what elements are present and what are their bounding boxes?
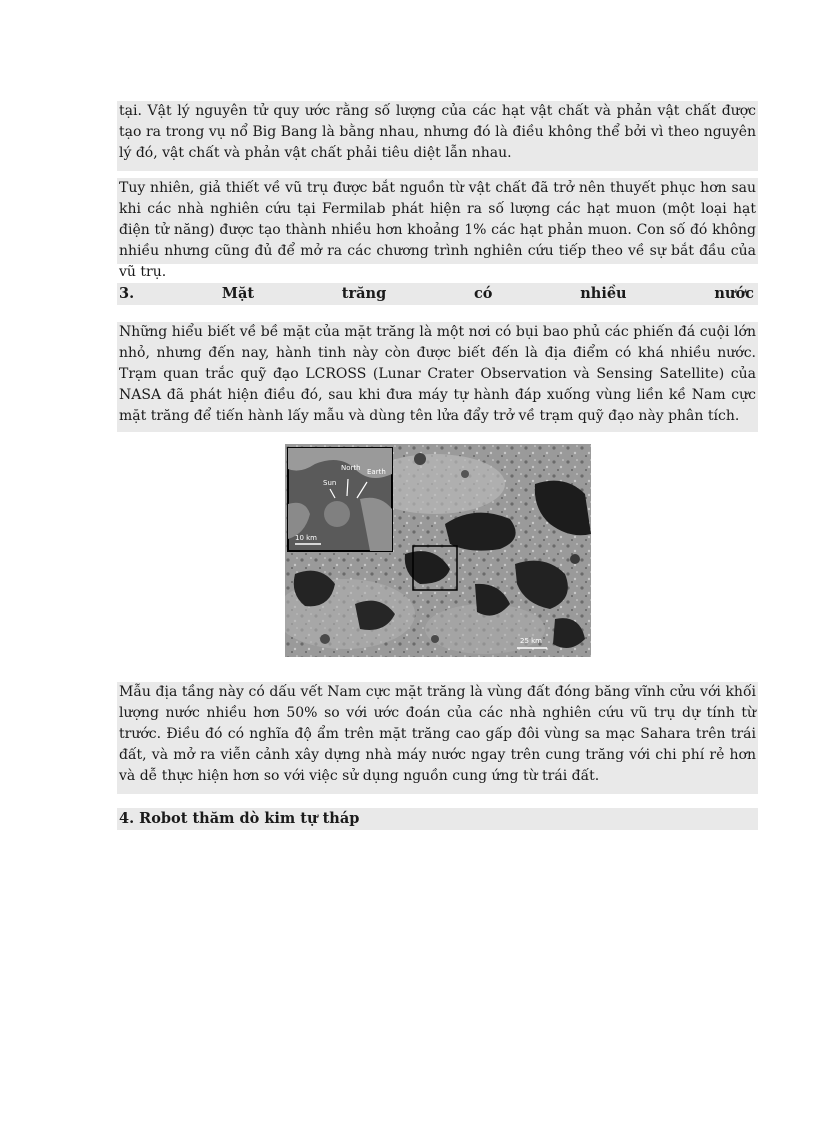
heading-3-word-1: Mặt	[221, 285, 255, 302]
heading-3-word-3: có	[473, 285, 493, 302]
heading-3-word-5: nước	[714, 285, 754, 302]
label-north: North	[341, 464, 361, 472]
section-heading-3	[117, 283, 758, 305]
paragraph-fermilab: Tuy nhiên, giả thiết về vũ trụ được bắt nguồn từ vật chất đã trở nên thuyết phục hơn sau khi các nhà nghiên cứu tại Fermilab phát hiện ra số lượng các hạt muon (một loại hạt điện tử năng) được tạo thành nhiều hơn khoảng 1% các hạt phản muon. Con số đó không nhiều nhưng cũng đủ để mở ra các chương trình nghiên cứu tiếp theo về sự bắt đầu của vũ trụ.	[119, 180, 756, 280]
paragraph-lcross: Những hiểu biết về bề mặt của mặt trăng là một nơi có bụi bao phủ các phiến đá cuội lớn nhỏ, nhưng đến nay, hành tinh này còn được biết đến là địa điểm có khá nhiều nước. Trạm quan trắc quỹ đạo LCROSS (Lunar Crater Observation và Sensing Satellite) của NASA đã phát hiện điều đó, sau khi đưa máy tự hành đáp xuống vùng liền kề Nam cực mặt trăng để tiến hành lấy mẫu và dùng tên lửa đẩy trở về trạm quỹ đạo này phân tích.	[117, 322, 758, 432]
heading-3-word-4: nhiều	[580, 285, 627, 302]
heading-3-word-2: trăng	[341, 285, 387, 302]
label-earth: Earth	[367, 468, 386, 476]
paragraph-permafrost-text: Mẫu địa tầng này có dấu vết Nam cực mặt trăng là vùng đất đóng băng vĩnh cửu với khối lượng nước nhiều hơn 50% so với ước đoán của các nhà nghiên cứu vũ trụ dự tính từ trước. Điều đó có nghĩa độ ẩm trên mặt trăng cao gấp đôi vùng sa mạc Sahara trên trái đất, và mở ra viễn cảnh xây dựng nhà máy nước ngay trên cung trăng với chi phí rẻ hơn và dễ thực hiện hơn so với việc sử dụng nguồn cung ứng từ trái đất.	[119, 684, 756, 784]
paragraph-intro: tại. Vật lý nguyên tử quy ước rằng số lượng của các hạt vật chất và phản vật chất được tạo ra trong vụ nổ Big Bang là bằng nhau, nhưng đó là điều không thể bởi vì theo nguyên lý đó, vật chất và phản vật chất phải tiêu diệt lẫn nhau.	[117, 101, 758, 171]
section-heading-4: 4. Robot thăm dò kim tự tháp	[117, 808, 758, 830]
scale-label-main: 25 km	[520, 637, 543, 645]
paragraph-permafrost	[117, 682, 758, 794]
moon-crater-image	[285, 444, 591, 657]
label-sun: Sun	[323, 479, 337, 487]
scale-label-inset: 10 km	[295, 534, 318, 542]
inset-panel	[288, 448, 392, 551]
moon-surface-illustration	[285, 444, 591, 657]
heading-3-number: 3.	[119, 285, 135, 302]
